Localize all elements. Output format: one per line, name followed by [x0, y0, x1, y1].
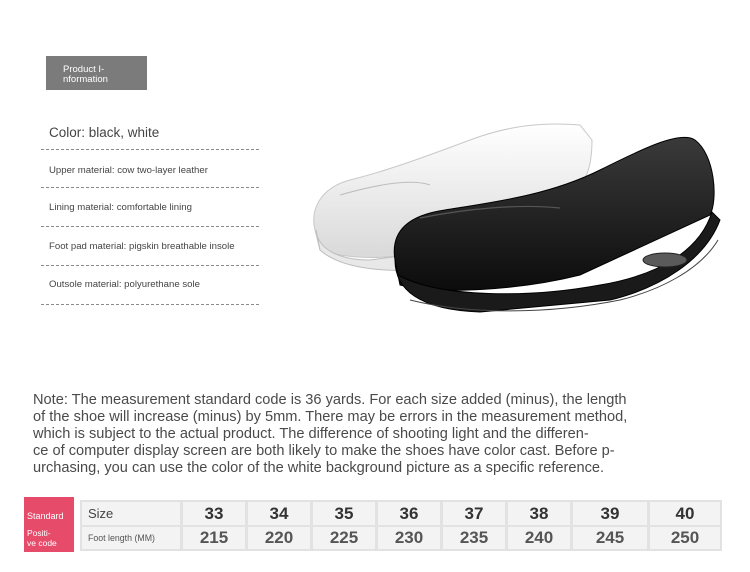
standard-label: Standard	[27, 511, 64, 521]
foot-length-cell: 250	[650, 527, 720, 549]
spec-divider	[41, 265, 259, 266]
spec-divider	[41, 226, 259, 227]
badge-line-1: Product I-	[63, 64, 105, 75]
size-cell: 39	[573, 502, 647, 525]
spec-upper-material: Upper material: cow two-layer leather	[49, 165, 208, 176]
product-information-badge	[46, 56, 147, 90]
foot-length-cell: 245	[573, 527, 647, 549]
foot-length-label: Foot length (MM)	[82, 527, 180, 549]
size-cell: 33	[183, 502, 245, 525]
badge-line-2: nformation	[63, 74, 108, 85]
note-line: of the shoe will increase (minus) by 5mm. There may be errors in the measurement method,	[33, 409, 628, 425]
size-cell: 37	[443, 502, 505, 525]
foot-length-cell: 220	[248, 527, 310, 549]
product-image-shoes	[280, 100, 730, 330]
spec-divider	[41, 149, 259, 150]
spec-foot-pad-material: Foot pad material: pigskin breathable insole	[49, 241, 235, 252]
foot-length-cell: 240	[508, 527, 570, 549]
size-cell: 40	[650, 502, 720, 525]
standard-positive-code-badge	[24, 497, 74, 552]
size-cell: 35	[313, 502, 375, 525]
size-cell: 38	[508, 502, 570, 525]
spec-lining-material: Lining material: comfortable lining	[49, 202, 192, 213]
spec-divider	[41, 304, 259, 305]
spec-color: Color: black, white	[49, 125, 160, 140]
size-cell: 34	[248, 502, 310, 525]
foot-length-cell: 225	[313, 527, 375, 549]
spec-outsole-material: Outsole material: polyurethane sole	[49, 279, 200, 290]
size-header-label: Size	[82, 502, 180, 525]
foot-length-cell: 215	[183, 527, 245, 549]
note-line: which is subject to the actual product. The difference of shooting light and the differen-	[33, 426, 589, 442]
note-line: urchasing, you can use the color of the white background picture as a specific reference.	[33, 460, 605, 476]
spec-divider	[41, 187, 259, 188]
note-line: Note: The measurement standard code is 36 yards. For each size added (minus), the length	[33, 392, 627, 408]
size-cell: 36	[378, 502, 440, 525]
foot-length-cell: 235	[443, 527, 505, 549]
positive-code-label-2: ve code	[27, 538, 57, 548]
foot-length-cell: 230	[378, 527, 440, 549]
measurement-note	[33, 392, 723, 477]
size-chart-table	[80, 500, 722, 551]
positive-code-label-1: Positi-	[27, 528, 51, 538]
note-line: ce of computer display screen are both likely to make the shoes have color cast. Before p-	[33, 443, 615, 459]
